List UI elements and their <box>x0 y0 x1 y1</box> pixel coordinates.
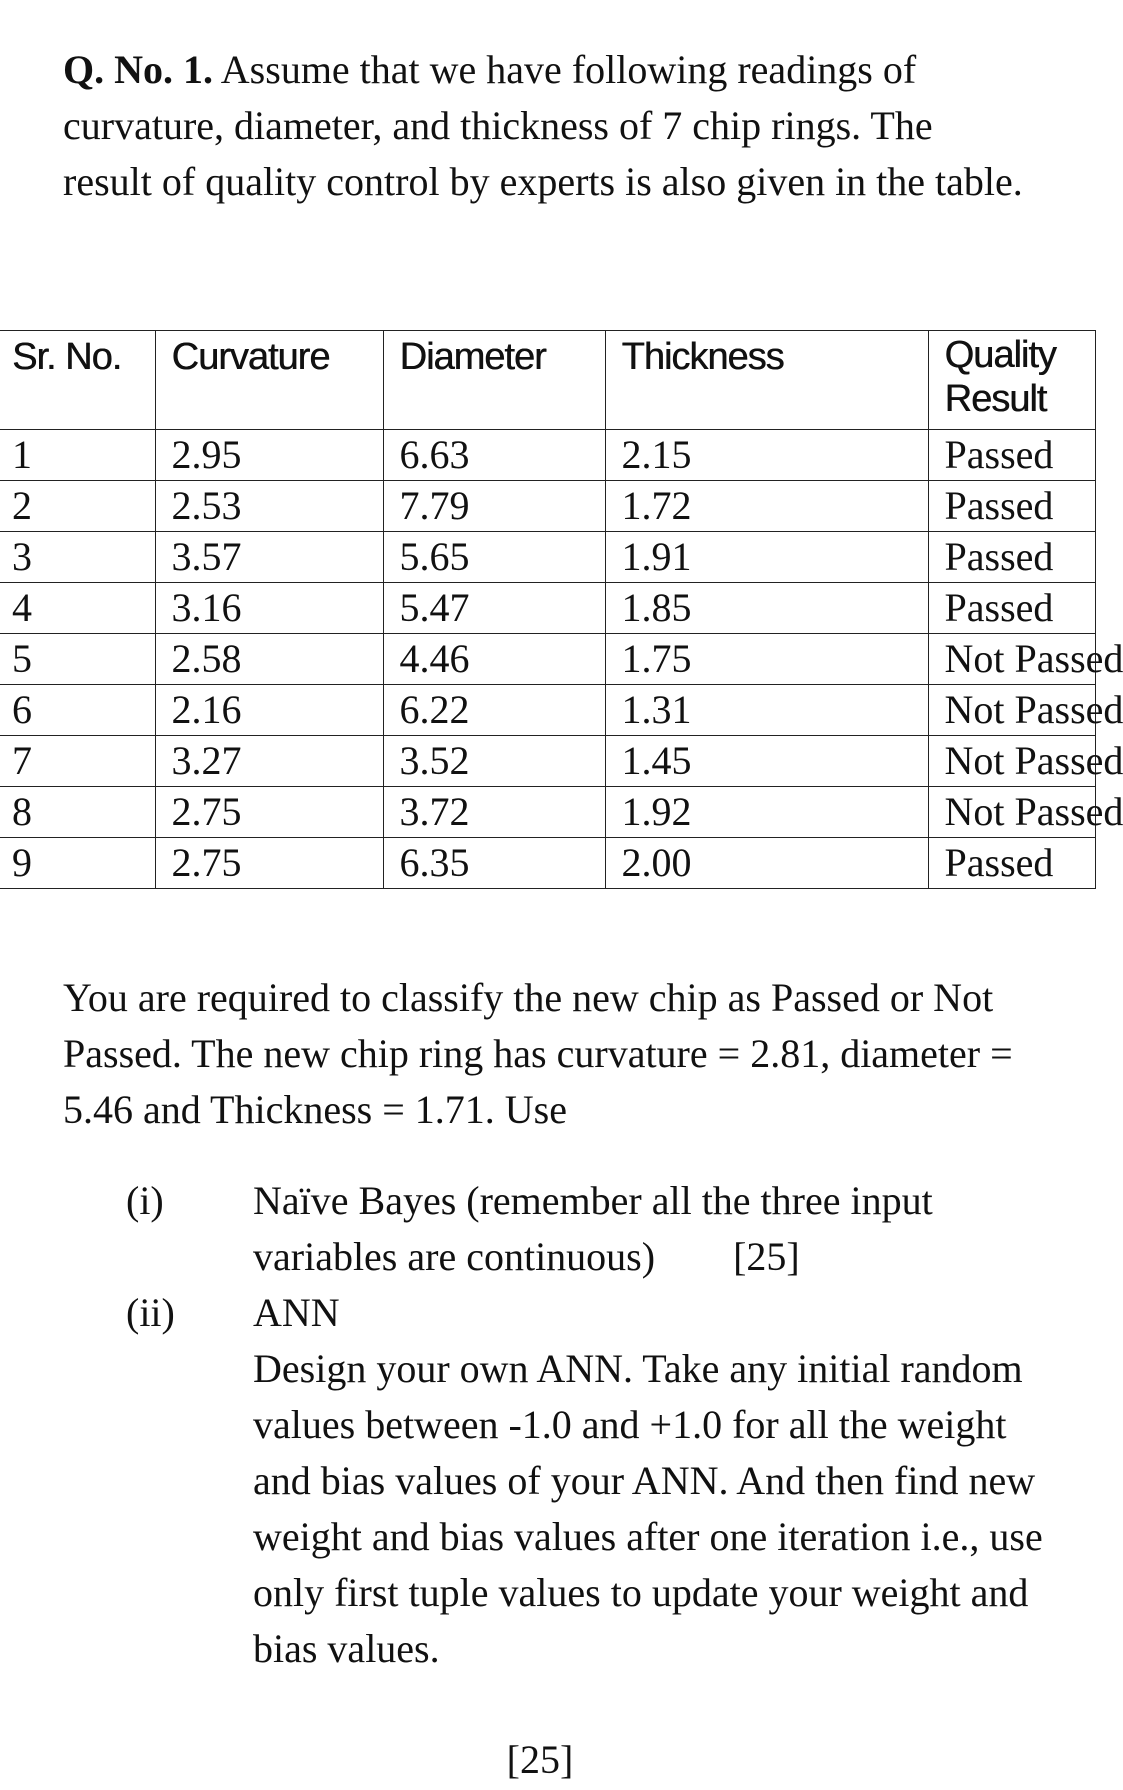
marks-label: [25] <box>733 1234 800 1279</box>
thickness-cell: 1.85 <box>605 583 928 634</box>
quality-result-cell: Not Passed <box>928 685 1095 736</box>
quality-result-cell: Passed <box>928 838 1095 889</box>
thickness-cell: 1.91 <box>605 532 928 583</box>
sub-questions <box>0 1173 1080 1677</box>
table-row <box>0 481 1095 532</box>
thickness-cell: 1.72 <box>605 481 928 532</box>
diameter-cell: 6.22 <box>383 685 605 736</box>
table-row <box>0 430 1095 481</box>
diameter-cell: 5.65 <box>383 532 605 583</box>
sr-no-cell: 4 <box>0 583 155 634</box>
thickness-cell: 1.75 <box>605 634 928 685</box>
table-row <box>0 583 1095 634</box>
table-row <box>0 685 1095 736</box>
sr-no-cell: 3 <box>0 532 155 583</box>
sr-no-cell: 2 <box>0 481 155 532</box>
quality-result-cell: Not Passed <box>928 787 1095 838</box>
header-sr-no: Sr. No. <box>0 331 155 430</box>
readings-table-container <box>0 330 1123 889</box>
curvature-cell: 2.53 <box>155 481 383 532</box>
quality-result-cell: Passed <box>928 583 1095 634</box>
header-thickness: Thickness <box>605 331 928 430</box>
diameter-cell: 6.35 <box>383 838 605 889</box>
diameter-cell: 5.47 <box>383 583 605 634</box>
quality-result-cell: Passed <box>928 532 1095 583</box>
table-body <box>0 430 1123 889</box>
curvature-cell: 2.75 <box>155 787 383 838</box>
table-row <box>0 736 1095 787</box>
quality-result-cell: Not Passed <box>928 634 1095 685</box>
quality-result-cell: Passed <box>928 481 1095 532</box>
sub-question-text: Design your own ANN. Take any initial random values between -1.0 and +1.0 for all the weight and bias values of your ANN. And then find new weight and bias values after one iteration i.e., use only first tuple values to update your weight and bias values. <box>253 1346 1043 1671</box>
curvature-cell: 2.75 <box>155 838 383 889</box>
sub-question-text: Naïve Bayes (remember all the three input variables are continuous) <box>253 1178 933 1279</box>
curvature-cell: 2.58 <box>155 634 383 685</box>
question-number: Q. No. 1. <box>63 47 213 92</box>
sr-no-cell: 5 <box>0 634 155 685</box>
diameter-cell: 4.46 <box>383 634 605 685</box>
quality-result-cell: Passed <box>928 430 1095 481</box>
sr-no-cell: 7 <box>0 736 155 787</box>
curvature-cell: 2.95 <box>155 430 383 481</box>
question-statement <box>63 42 1023 210</box>
table-row <box>0 787 1095 838</box>
sr-no-cell: 6 <box>0 685 155 736</box>
thickness-cell: 1.92 <box>605 787 928 838</box>
diameter-cell: 3.52 <box>383 736 605 787</box>
marks-label-final: [25] <box>506 1737 574 1782</box>
quality-result-cell: Not Passed <box>928 736 1095 787</box>
question-text: Assume that we have following readings of curvature, diameter, and thickness of 7 chip rings. The result of quality control by experts is also given in the table. <box>63 47 1023 204</box>
sub-question-ii <box>0 1285 1080 1677</box>
header-quality-result: Quality Result <box>928 331 1095 430</box>
sub-question-number: (i) <box>126 1178 164 1223</box>
header-curvature: Curvature <box>155 331 383 430</box>
diameter-cell: 3.72 <box>383 787 605 838</box>
curvature-cell: 2.16 <box>155 685 383 736</box>
readings-table <box>0 330 1123 889</box>
sub-question-title: ANN <box>253 1290 340 1335</box>
curvature-cell: 3.27 <box>155 736 383 787</box>
header-diameter: Diameter <box>383 331 605 430</box>
table-row <box>0 532 1095 583</box>
diameter-cell: 7.79 <box>383 481 605 532</box>
curvature-cell: 3.57 <box>155 532 383 583</box>
thickness-cell: 1.31 <box>605 685 928 736</box>
table-header-row <box>0 331 1095 430</box>
sr-no-cell: 8 <box>0 787 155 838</box>
curvature-cell: 3.16 <box>155 583 383 634</box>
diameter-cell: 6.63 <box>383 430 605 481</box>
sub-question-number: (ii) <box>126 1290 175 1335</box>
table-row <box>0 634 1095 685</box>
sr-no-cell: 9 <box>0 838 155 889</box>
thickness-cell: 2.00 <box>605 838 928 889</box>
sr-no-cell: 1 <box>0 430 155 481</box>
table-row <box>0 838 1095 889</box>
sub-question-i <box>0 1173 1080 1285</box>
thickness-cell: 2.15 <box>605 430 928 481</box>
thickness-cell: 1.45 <box>605 736 928 787</box>
instructions-paragraph: You are required to classify the new chip as Passed or Not Passed. The new chip ring has curvature = 2.81, diameter = 5.46 and Thickness = 1.71. Use <box>63 975 1013 1132</box>
